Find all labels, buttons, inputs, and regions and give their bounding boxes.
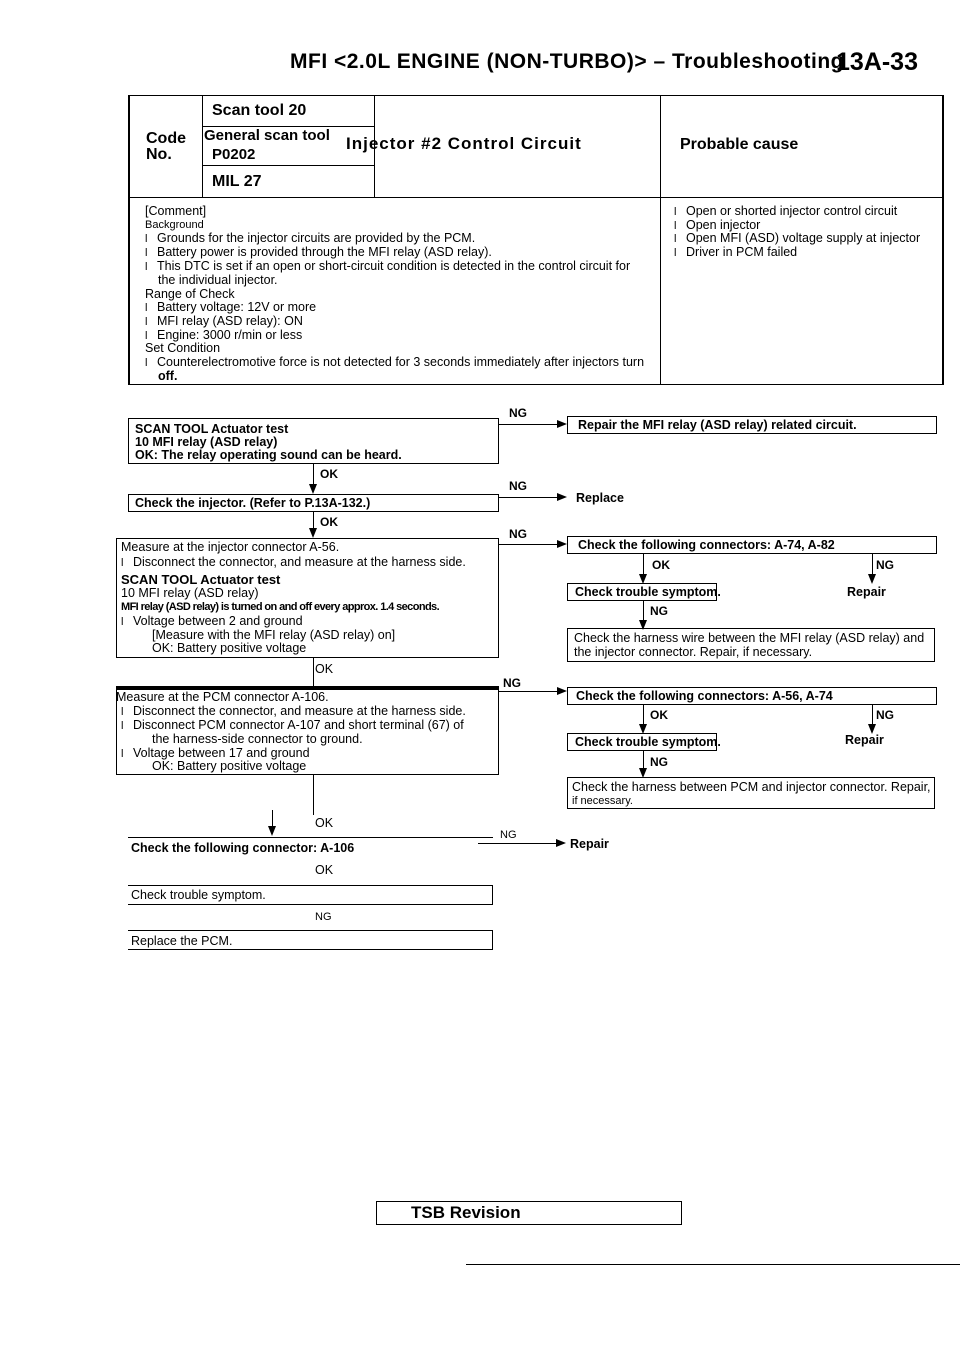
circuit-title: Injector #2 Control Circuit xyxy=(346,134,582,153)
step4-ng-text: Check the following connectors: A-56, A-74 xyxy=(576,689,833,703)
step5-ng-text: Repair xyxy=(570,837,609,851)
step2-ng-text: Replace xyxy=(576,491,624,505)
ng-label: NG xyxy=(509,479,527,493)
probable-cause-item: l Driver in PCM failed xyxy=(674,245,797,260)
ok-label: OK xyxy=(652,558,670,572)
ok-label: OK xyxy=(315,863,334,877)
code-label: Code xyxy=(146,130,186,147)
step3-text: OK: Battery positive voltage xyxy=(152,641,307,655)
ok-label: OK xyxy=(320,515,338,529)
range-label: Range of Check xyxy=(145,287,235,301)
step1-text: SCAN TOOL Actuator test xyxy=(135,422,289,436)
ok-label: OK xyxy=(315,816,334,830)
step3-harness-text: Check the harness wire between the MFI relay (ASD relay) and xyxy=(574,631,925,645)
background-item: l Battery power is provided through the MFI relay (ASD relay). xyxy=(145,245,492,260)
mil-code: MIL 27 xyxy=(212,173,262,190)
range-item: l Battery voltage: 12V or more xyxy=(145,300,316,315)
page-number: 13A-33 xyxy=(836,48,918,76)
page-title: MFI <2.0L ENGINE (NON-TURBO)> – Troubleshooting xyxy=(290,50,844,73)
general-scan-tool: General scan tool xyxy=(204,127,330,144)
ng-label: NG xyxy=(650,604,668,618)
step3-harness-text: the injector connector. Repair, if necessary. xyxy=(574,645,813,659)
step6-text: Check trouble symptom. xyxy=(131,888,266,902)
step3-text: 10 MFI relay (ASD relay) xyxy=(121,586,259,600)
page-header xyxy=(0,44,960,84)
comment-label: [Comment] xyxy=(145,204,207,218)
no-label: No. xyxy=(146,146,172,163)
step1-text: OK: The relay operating sound can be heard. xyxy=(135,448,402,462)
ng-label: NG xyxy=(876,708,894,722)
step4-text: the harness-side connector to ground. xyxy=(152,732,363,746)
probable-cause-item: l Open or shorted injector control circuit xyxy=(674,204,897,219)
step3-text: SCAN TOOL Actuator test xyxy=(121,572,281,587)
check-trouble-text: Check trouble symptom. xyxy=(575,735,721,749)
p-code: P0202 xyxy=(212,146,256,163)
set-condition-item-cont: off. xyxy=(158,369,178,383)
ng-label: NG xyxy=(509,406,527,420)
probable-cause-label: Probable cause xyxy=(680,136,799,153)
ok-label: OK xyxy=(650,708,668,722)
step3-text: [Measure with the MFI relay (ASD relay) on] xyxy=(152,628,396,642)
ng-label: NG xyxy=(509,527,527,541)
step3-text: l Voltage between 2 and ground xyxy=(121,614,303,629)
step7-text: Replace the PCM. xyxy=(131,934,233,948)
step4-harness-text: if necessary. xyxy=(572,795,633,807)
background-item: l This DTC is set if an open or short-circuit condition is detected in the control circuit for xyxy=(145,259,630,274)
step4-text: OK: Battery positive voltage xyxy=(152,759,307,773)
probable-cause-item: l Open MFI (ASD) voltage supply at injector xyxy=(674,231,920,246)
ng-label: NG xyxy=(315,911,332,923)
step3-ng-text: Check the following connectors: A-74, A-82 xyxy=(578,538,835,552)
step1-text: 10 MFI relay (ASD relay) xyxy=(135,435,278,449)
range-item: l MFI relay (ASD relay): ON xyxy=(145,314,303,329)
ok-label: OK xyxy=(315,662,334,676)
repair-text: Repair xyxy=(847,585,886,599)
step2-text: Check the injector. (Refer to P.13A-132.) xyxy=(135,496,371,510)
ng-label: NG xyxy=(650,755,668,769)
set-condition-label: Set Condition xyxy=(145,341,221,355)
ok-label: OK xyxy=(320,467,338,481)
step4-text: l Voltage between 17 and ground xyxy=(121,746,310,761)
repair-text: Repair xyxy=(845,733,884,747)
step3-text: MFI relay (ASD relay) is turned on and off every approx. 1.4 seconds. xyxy=(121,601,440,613)
step3-text: Measure at the injector connector A-56. xyxy=(121,540,340,554)
step1-ng-text: Repair the MFI relay (ASD relay) related circuit. xyxy=(578,418,857,432)
check-trouble-text: Check trouble symptom. xyxy=(575,585,721,599)
background-item: l Grounds for the injector circuits are provided by the PCM. xyxy=(145,231,475,246)
step4-text: Measure at the PCM connector A-106. xyxy=(116,690,329,704)
tsb-revision: TSB Revision xyxy=(376,1201,682,1225)
step3-text: l Disconnect the connector, and measure at the harness side. xyxy=(121,555,466,570)
background-label: Background xyxy=(145,219,204,231)
step4-harness-text: Check the harness between PCM and injector connector. Repair, xyxy=(572,780,931,794)
step4-text: l Disconnect the connector, and measure at the harness side. xyxy=(121,704,466,719)
range-item: l Engine: 3000 r/min or less xyxy=(145,328,302,343)
set-condition-item: l Counterelectromotive force is not detected for 3 seconds immediately after injectors turn xyxy=(145,355,644,370)
background-item-cont: the individual injector. xyxy=(158,273,278,287)
probable-cause-item: l Open injector xyxy=(674,218,760,233)
scan-tool-code: Scan tool 20 xyxy=(212,102,307,119)
ng-label: NG xyxy=(876,558,894,572)
ng-label: NG xyxy=(500,829,517,841)
step5-text: Check the following connector: A-106 xyxy=(131,841,355,855)
step4-text: l Disconnect PCM connector A-107 and short terminal (67) of xyxy=(121,718,464,733)
ng-label: NG xyxy=(503,676,521,690)
